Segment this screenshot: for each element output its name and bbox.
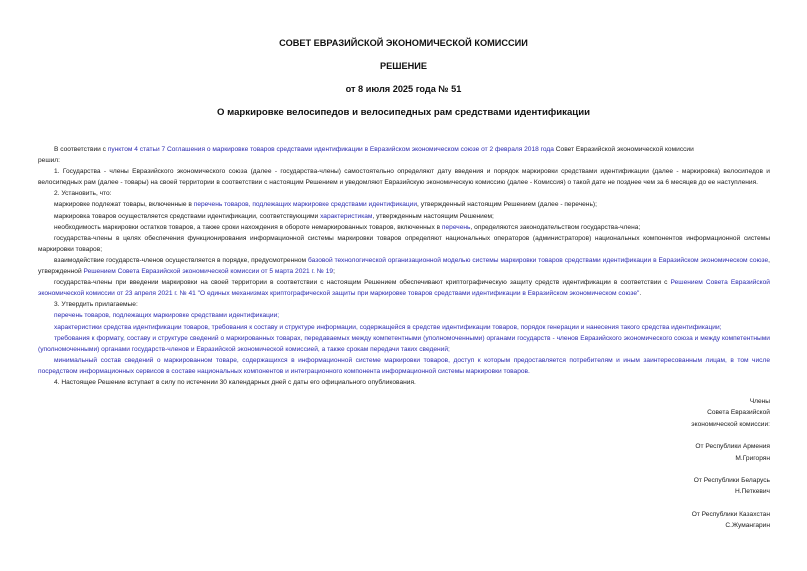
- annex-minimal-data-link[interactable]: минимальный состав сведений о маркированном товаре, содержащихся в информационной системе маркировки товаров, доступ к которым предоставляется потребителям и иным заинтересованным лицам, в том числе посредством информационных сервисов в составе национальных компонентов и интеграционного компонента информационной системы маркировки товаров.: [38, 356, 770, 375]
- text: маркировка товаров осуществляется средствами идентификации, соответствующими: [54, 212, 321, 220]
- signatory-name: С.Жумангарин: [725, 522, 770, 530]
- text: Совет Евразийской экономической комиссии: [553, 146, 694, 153]
- paragraph-1: 1. Государства - члены Евразийского экономического союза (далее - государства-члены) самостоятельно определяют дату введения и порядок маркировки средствами идентификации (далее - маркировка) велосипедов и велосипедных рам (далее - товары) на своей территории в соответствии с настоящим Решением и уведомляют Евразийскую экономическую комиссию (далее - Комиссия) о такой дате не позднее чем за 6 месяцев до ее наступления.: [38, 168, 770, 187]
- paragraph-2c: [38, 222, 770, 233]
- paragraph-2f: [38, 277, 770, 299]
- decision-19-link[interactable]: Решением Совета Евразийской экономической комиссии от 5 марта 2021 г. № 19: [83, 268, 334, 276]
- paragraph-2b: [38, 211, 770, 222]
- signatory-country: От Республики Беларусь: [693, 477, 770, 485]
- text: , утвержденной: [38, 256, 770, 276]
- text: .: [639, 290, 642, 298]
- signatures-heading-2: Совета Евразийской: [707, 409, 770, 417]
- text: маркировке подлежат товары, включенные в: [54, 201, 194, 209]
- text: государства-члены при введении маркировки на своей территории в соответствии с настоящим Решением обеспечивают криптографическую защиту средств идентификации в соответствии с: [54, 279, 671, 287]
- agreement-link[interactable]: пунктом 4 статьи 7 Соглашения о маркировке товаров средствами идентификации в Евразийском экономическом союзе от 2 февраля 2018 года: [107, 146, 554, 153]
- paragraph-3: 3. Утвердить прилагаемые:: [54, 301, 138, 309]
- signatures-block: [691, 396, 770, 532]
- paragraph-2a: [38, 199, 770, 210]
- document-date: от 8 июля 2025 года № 51: [345, 84, 462, 94]
- signatory-name: Н.Петкевич: [734, 488, 770, 496]
- document-body: [38, 144, 770, 388]
- text: необходимость маркировки остатков товаров, а также сроки нахождения в обороте немаркированных товаров, включенных в: [54, 223, 442, 231]
- document-type: РЕШЕНИЕ: [380, 61, 427, 71]
- text: взаимодействие государств-членов осуществляется в порядке, предусмотренном: [54, 256, 309, 264]
- signatory-name: М.Григорян: [735, 454, 770, 462]
- base-model-link[interactable]: базовой технологической организационной моделью системы маркировки товаров средствами идентификации в Евразийском экономическом союзе: [308, 256, 769, 264]
- paragraph-2: 2. Установить, что:: [54, 190, 112, 198]
- annex-goods-list-link[interactable]: перечень товаров, подлежащих маркировке средствами идентификации;: [54, 312, 280, 320]
- text: ;: [333, 268, 335, 276]
- signatures-heading-3: экономической комиссии:: [691, 420, 770, 428]
- signatory-country: От Республики Армения: [695, 443, 770, 451]
- paragraph-3b: [38, 322, 770, 333]
- intro-paragraph: [38, 144, 770, 155]
- characteristics-link[interactable]: характеристикам: [320, 212, 373, 220]
- annex-characteristics-link[interactable]: характеристики средства идентификации товаров, требования к составу и структуре информации, содержащейся в средстве идентификации товаров, порядок генерации и нанесения такого средства идентификации;: [54, 323, 722, 331]
- annex-requirements-link[interactable]: требования к формату, составу и структуре сведений о маркированных товарах, передаваемых между компетентными (уполномоченными) органами государств - членов Евразийского экономического союза и между компетентными (уполномоченными) органами государств-членов и Евразийской экономической комиссией, а также срокам передачи таких сведений;: [38, 334, 770, 353]
- list-link[interactable]: перечень: [441, 223, 471, 231]
- paragraph-3c: [38, 333, 770, 355]
- decision-41-link[interactable]: Решением Совета Евразийской экономической комиссии от 23 апреля 2021 г. № 41 "О единых механизмах криптографической защиты при маркировке товаров средствами идентификации в Евразийском экономическом союзе": [38, 279, 770, 298]
- signatory-country: От Республики Казахстан: [691, 510, 770, 518]
- paragraph-4: 4. Настоящее Решение вступает в силу по истечении 30 календарных дней с даты его официального опубликования.: [54, 378, 416, 386]
- decided-label: решил:: [38, 157, 60, 165]
- organization-name: СОВЕТ ЕВРАЗИЙСКОЙ ЭКОНОМИЧЕСКОЙ КОМИССИИ: [279, 38, 528, 48]
- text: , утвержденный настоящим Решением (далее - перечень);: [417, 201, 597, 209]
- paragraph-2d: государства-члены в целях обеспечения функционирования информационной системы маркировки товаров определяют национальных операторов (администраторов) национальных компонентов информационной системы маркировки товаров;: [38, 234, 770, 253]
- paragraph-2e: [38, 255, 770, 277]
- signatures-heading-1: Члены: [749, 398, 770, 405]
- text: , утвержденным настоящим Решением;: [372, 212, 494, 220]
- document-title: О маркировке велосипедов и велосипедных рам средствами идентификации: [216, 107, 590, 118]
- goods-list-link[interactable]: перечень товаров, подлежащих маркировке средствами идентификации: [193, 201, 418, 209]
- paragraph-3d: [38, 355, 770, 377]
- text: В соответствии с: [54, 146, 108, 153]
- text: , определяются законодательством государства-члена;: [470, 223, 641, 231]
- paragraph-3a: [38, 310, 770, 321]
